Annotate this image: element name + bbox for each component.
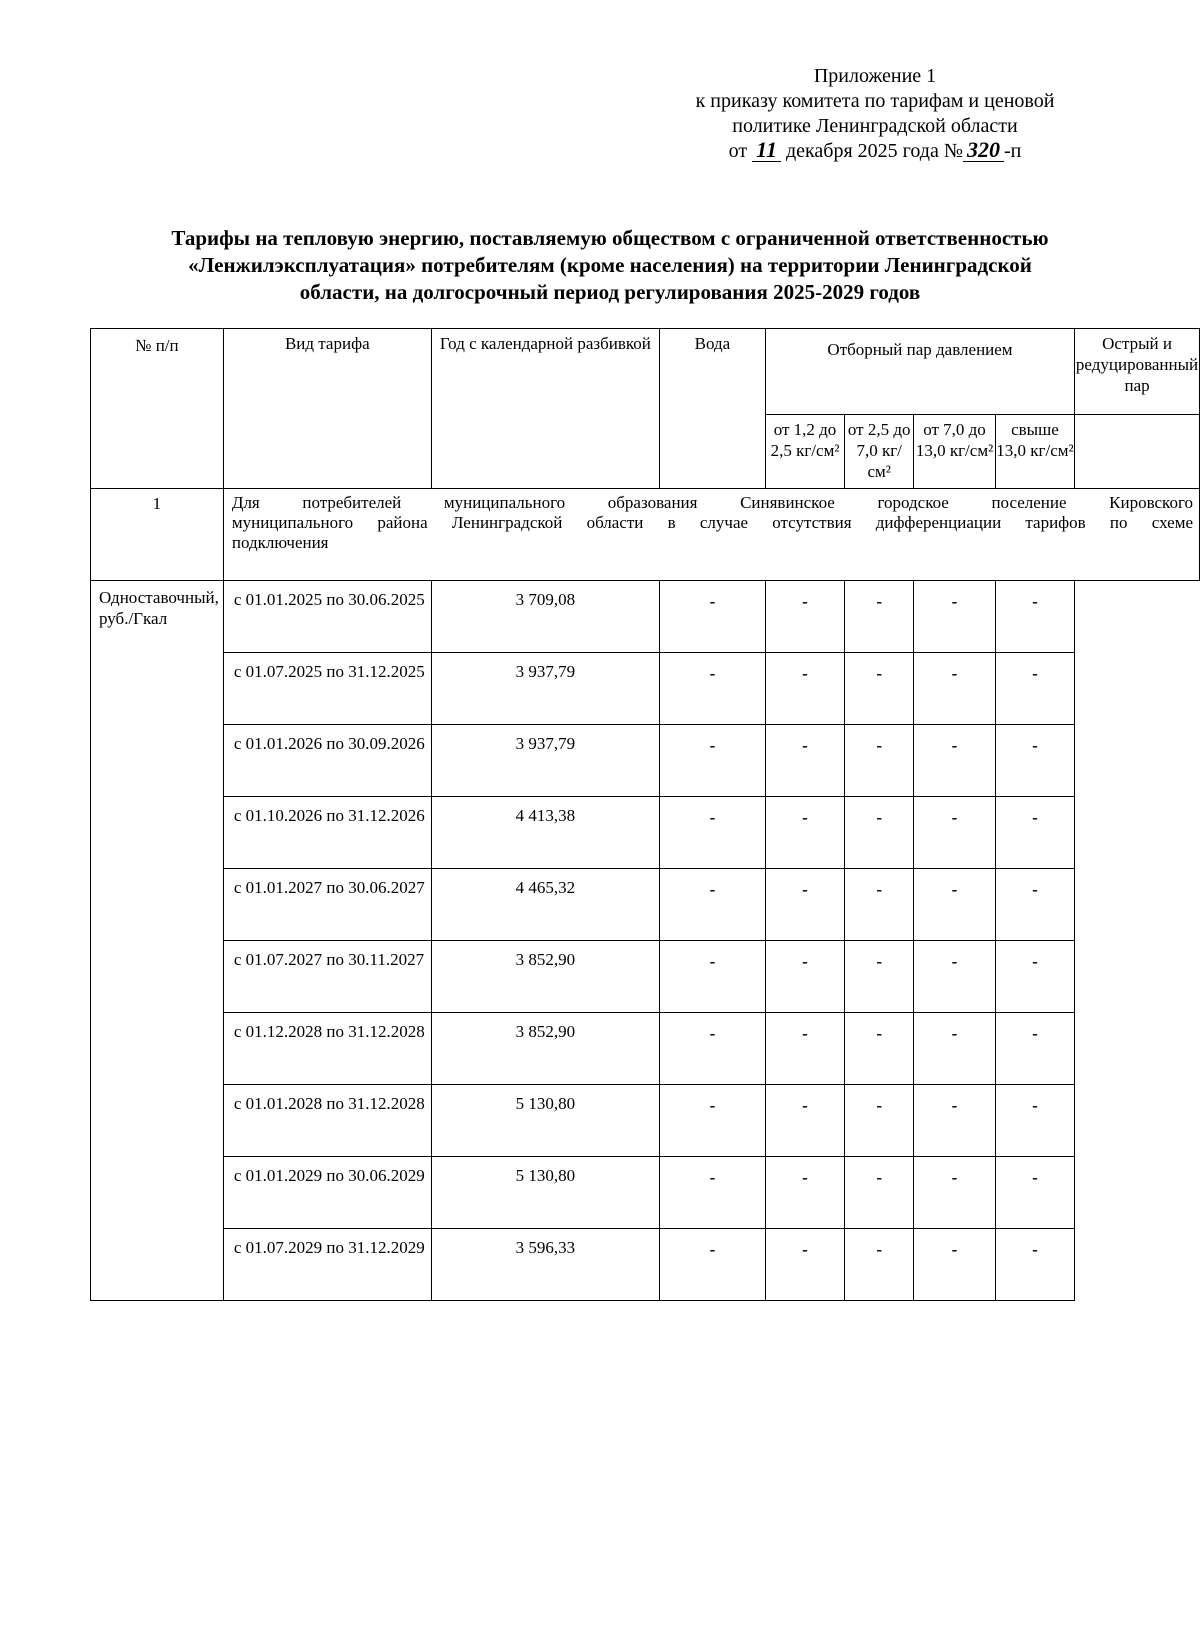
section-line-1: Для потребителей муниципального образования Синявинское городское поселение Кировского (231, 493, 1193, 512)
document-title (95, 225, 1125, 306)
header-p3: от 7,0 до 13,0 кг/см² (914, 415, 996, 489)
empty-tariff-dash: - (914, 941, 996, 1013)
empty-tariff-dash: - (659, 1013, 765, 1085)
empty-tariff-dash: - (765, 653, 844, 725)
title-line-1: Тарифы на тепловую энергию, поставляемую обществом с ограниченной ответственностью (171, 226, 1049, 250)
header-row (91, 329, 1200, 415)
header-kind: Вид тарифа (223, 329, 431, 489)
empty-tariff-dash: - (914, 581, 996, 653)
empty-tariff-dash: - (914, 1013, 996, 1085)
water-tariff-cell: 3 596,33 (431, 1229, 659, 1301)
table-row (91, 941, 1200, 1013)
header-water: Вода (659, 329, 765, 489)
water-tariff-cell: 4 413,38 (431, 797, 659, 869)
water-tariff-cell: 3 937,79 (431, 725, 659, 797)
water-tariff-cell: 3 937,79 (431, 653, 659, 725)
section-line-2: муниципального района Ленинградской области в случае отсутствия дифференциации тарифов по схеме (231, 513, 1193, 532)
empty-tariff-dash: - (765, 1085, 844, 1157)
tariff-kind: Одноставочный, руб./Гкал (91, 581, 224, 1301)
empty-tariff-dash: - (995, 1229, 1074, 1301)
table-row (91, 1229, 1200, 1301)
empty-tariff-dash: - (659, 1157, 765, 1229)
empty-tariff-dash: - (995, 725, 1074, 797)
empty-tariff-dash: - (659, 725, 765, 797)
empty-tariff-dash: - (845, 797, 914, 869)
empty-tariff-dash: - (995, 1085, 1074, 1157)
section-row (91, 489, 1200, 581)
header-sharp-empty (1075, 415, 1200, 489)
empty-tariff-dash: - (995, 797, 1074, 869)
table-row (91, 1157, 1200, 1229)
period-cell: с 01.01.2027 по 30.06.2027 (223, 869, 431, 941)
date-middle: декабря 2025 года № (785, 140, 963, 162)
section-num: 1 (91, 489, 224, 581)
empty-tariff-dash: - (914, 725, 996, 797)
water-tariff-cell: 5 130,80 (431, 1085, 659, 1157)
empty-tariff-dash: - (845, 1085, 914, 1157)
empty-tariff-dash: - (845, 941, 914, 1013)
empty-tariff-dash: - (765, 941, 844, 1013)
period-cell: с 01.10.2026 по 31.12.2026 (223, 797, 431, 869)
empty-tariff-dash: - (659, 941, 765, 1013)
empty-tariff-dash: - (659, 1229, 765, 1301)
empty-tariff-dash: - (765, 1013, 844, 1085)
empty-tariff-dash: - (765, 581, 844, 653)
section-line-3: подключения (231, 533, 329, 552)
empty-tariff-dash: - (765, 797, 844, 869)
title-line-2: «Ленжилэксплуатация» потребителям (кроме населения) на территории Ленинградской (188, 253, 1032, 277)
period-cell: с 01.01.2029 по 30.06.2029 (223, 1157, 431, 1229)
table-row (91, 725, 1200, 797)
tariff-table (90, 328, 1200, 1301)
period-cell: с 01.01.2025 по 30.06.2025 (223, 581, 431, 653)
water-tariff-cell: 3 852,90 (431, 1013, 659, 1085)
empty-tariff-dash: - (659, 869, 765, 941)
empty-tariff-dash: - (845, 581, 914, 653)
empty-tariff-dash: - (765, 869, 844, 941)
empty-tariff-dash: - (914, 797, 996, 869)
empty-tariff-dash: - (914, 1085, 996, 1157)
water-tariff-cell: 5 130,80 (431, 1157, 659, 1229)
order-number: 320 (963, 139, 1004, 162)
empty-tariff-dash: - (845, 1013, 914, 1085)
empty-tariff-dash: - (765, 1157, 844, 1229)
empty-tariff-dash: - (995, 581, 1074, 653)
header-sharp: Острый и редуцированный пар (1075, 329, 1200, 415)
table-row (91, 797, 1200, 869)
table-row (91, 653, 1200, 725)
table-row (91, 1085, 1200, 1157)
period-cell: с 01.07.2029 по 31.12.2029 (223, 1229, 431, 1301)
appendix-order-line: к приказу комитета по тарифам и ценовой (695, 90, 1055, 112)
water-tariff-cell: 3 709,08 (431, 581, 659, 653)
water-tariff-cell: 3 852,90 (431, 941, 659, 1013)
date-prefix: от (728, 140, 748, 162)
empty-tariff-dash: - (845, 869, 914, 941)
header-num: № п/п (91, 329, 224, 489)
empty-tariff-dash: - (765, 1229, 844, 1301)
appendix-header (640, 64, 1110, 164)
empty-tariff-dash: - (995, 653, 1074, 725)
section-description (223, 489, 1199, 581)
table-row (91, 1013, 1200, 1085)
empty-tariff-dash: - (995, 1157, 1074, 1229)
date-day: 11 (752, 139, 781, 162)
empty-tariff-dash: - (914, 869, 996, 941)
period-cell: с 01.07.2025 по 31.12.2025 (223, 653, 431, 725)
period-cell: с 01.01.2026 по 30.09.2026 (223, 725, 431, 797)
period-cell: с 01.01.2028 по 31.12.2028 (223, 1085, 431, 1157)
appendix-committee-line: политике Ленинградской области (732, 115, 1018, 137)
empty-tariff-dash: - (995, 869, 1074, 941)
appendix-title: Приложение 1 (813, 65, 937, 87)
title-line-3: области, на долгосрочный период регулирования 2025-2029 годов (299, 280, 921, 304)
empty-tariff-dash: - (995, 1013, 1074, 1085)
table-row (91, 869, 1200, 941)
empty-tariff-dash: - (659, 653, 765, 725)
empty-tariff-dash: - (659, 1085, 765, 1157)
empty-tariff-dash: - (914, 1229, 996, 1301)
empty-tariff-dash: - (845, 1229, 914, 1301)
water-tariff-cell: 4 465,32 (431, 869, 659, 941)
order-suffix: -п (1003, 140, 1022, 162)
header-p4: свыше 13,0 кг/см² (995, 415, 1074, 489)
empty-tariff-dash: - (845, 653, 914, 725)
empty-tariff-dash: - (765, 725, 844, 797)
appendix-date-line (640, 139, 1110, 164)
empty-tariff-dash: - (995, 941, 1074, 1013)
header-year: Год с календарной разбивкой (431, 329, 659, 489)
header-steam: Отборный пар давлением (765, 329, 1074, 415)
period-cell: с 01.12.2028 по 31.12.2028 (223, 1013, 431, 1085)
empty-tariff-dash: - (845, 725, 914, 797)
header-p2: от 2,5 до 7,0 кг/см² (845, 415, 914, 489)
empty-tariff-dash: - (659, 581, 765, 653)
empty-tariff-dash: - (659, 797, 765, 869)
header-p1: от 1,2 до 2,5 кг/см² (765, 415, 844, 489)
table-row (91, 581, 1200, 653)
empty-tariff-dash: - (914, 653, 996, 725)
empty-tariff-dash: - (914, 1157, 996, 1229)
period-cell: с 01.07.2027 по 30.11.2027 (223, 941, 431, 1013)
empty-tariff-dash: - (845, 1157, 914, 1229)
